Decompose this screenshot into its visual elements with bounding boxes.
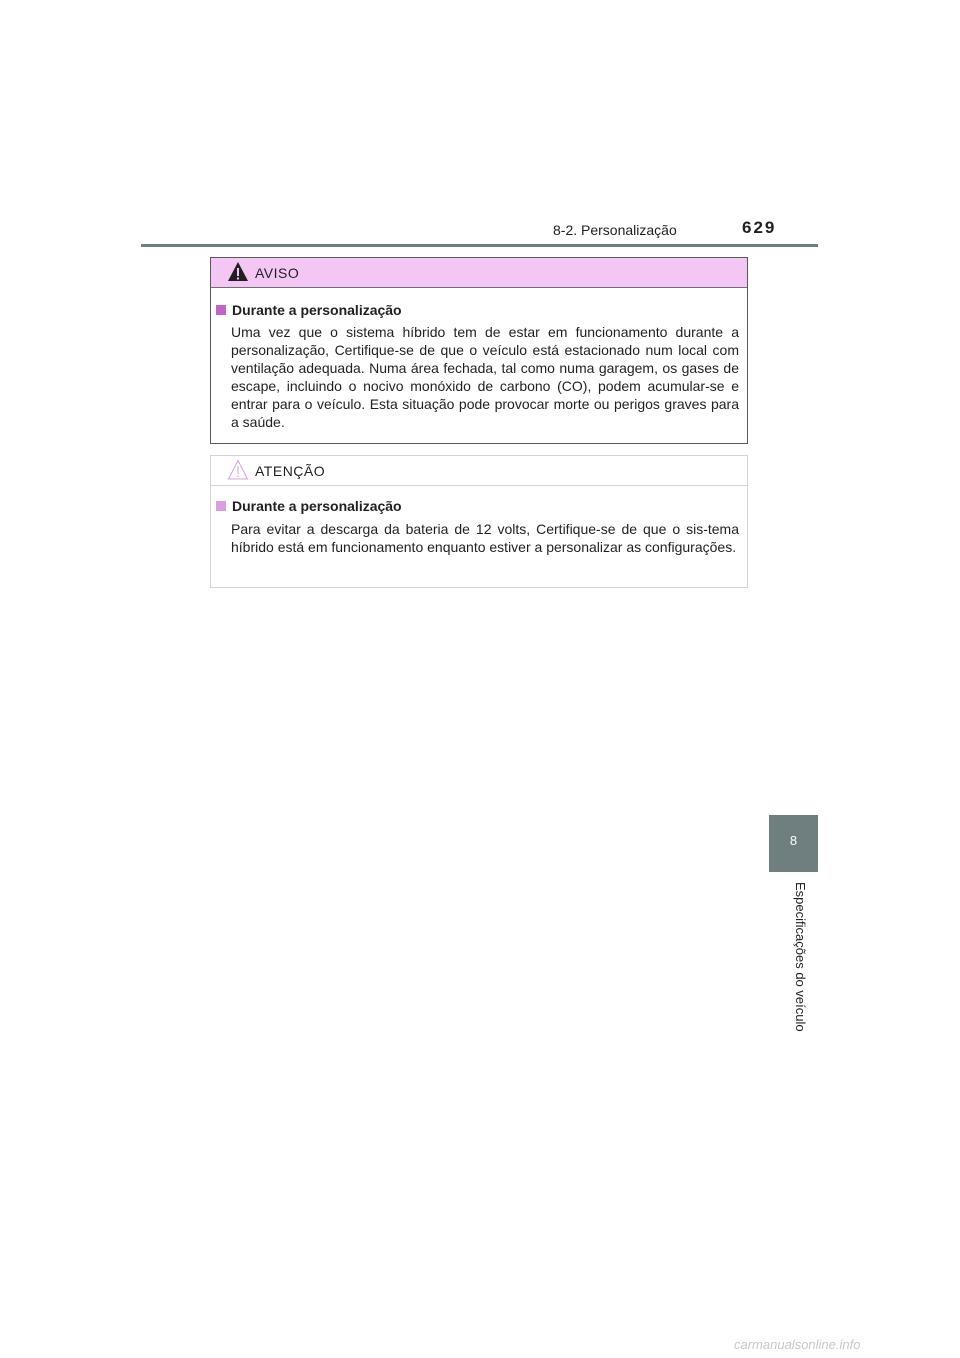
aviso-box	[210, 257, 748, 444]
aviso-item-heading	[216, 302, 402, 318]
atencao-title: ATENÇÃO	[255, 463, 326, 479]
bullet-square-icon	[216, 501, 226, 511]
chapter-side-label: Especificações do veículo	[793, 882, 808, 1032]
aviso-title: AVISO	[255, 265, 300, 281]
warning-triangle-filled-icon	[227, 261, 249, 282]
header-section-title: 8-2. Personalização	[553, 222, 677, 238]
aviso-paragraph: Uma vez que o sistema híbrido tem de estar em funcionamento durante a personalização, Certifique-se de que o veículo está estacionado num local com ventilação adequada. Numa área fechada, tal como numa garagem, os gases de escape, incluindo o nocivo monóxido de carbono (CO), podem acumular-se e entrar para o veículo. Esta situação pode provocar morte ou perigos graves para a saúde.	[231, 324, 739, 430]
aviso-item-heading-text: Durante a personalização	[232, 302, 402, 318]
header-rule	[141, 244, 818, 247]
chapter-tab	[769, 815, 818, 872]
chapter-tab-number: 8	[789, 833, 798, 848]
aviso-box-header	[211, 258, 747, 288]
atencao-paragraph: Para evitar a descarga da bateria de 12 volts, Certifique-se de que o sis-tema híbrido está em funcionamento enquanto estiver a personalizar as configurações.	[231, 521, 739, 555]
atencao-item-heading-text: Durante a personalização	[232, 498, 402, 514]
atencao-item-heading	[216, 498, 402, 514]
bullet-square-icon	[216, 305, 226, 315]
watermark: carmanualsonline.info	[734, 1337, 861, 1352]
atencao-box	[210, 455, 748, 588]
page-number: 629	[742, 218, 777, 237]
atencao-box-header	[211, 456, 747, 486]
warning-triangle-outline-icon	[227, 459, 249, 480]
